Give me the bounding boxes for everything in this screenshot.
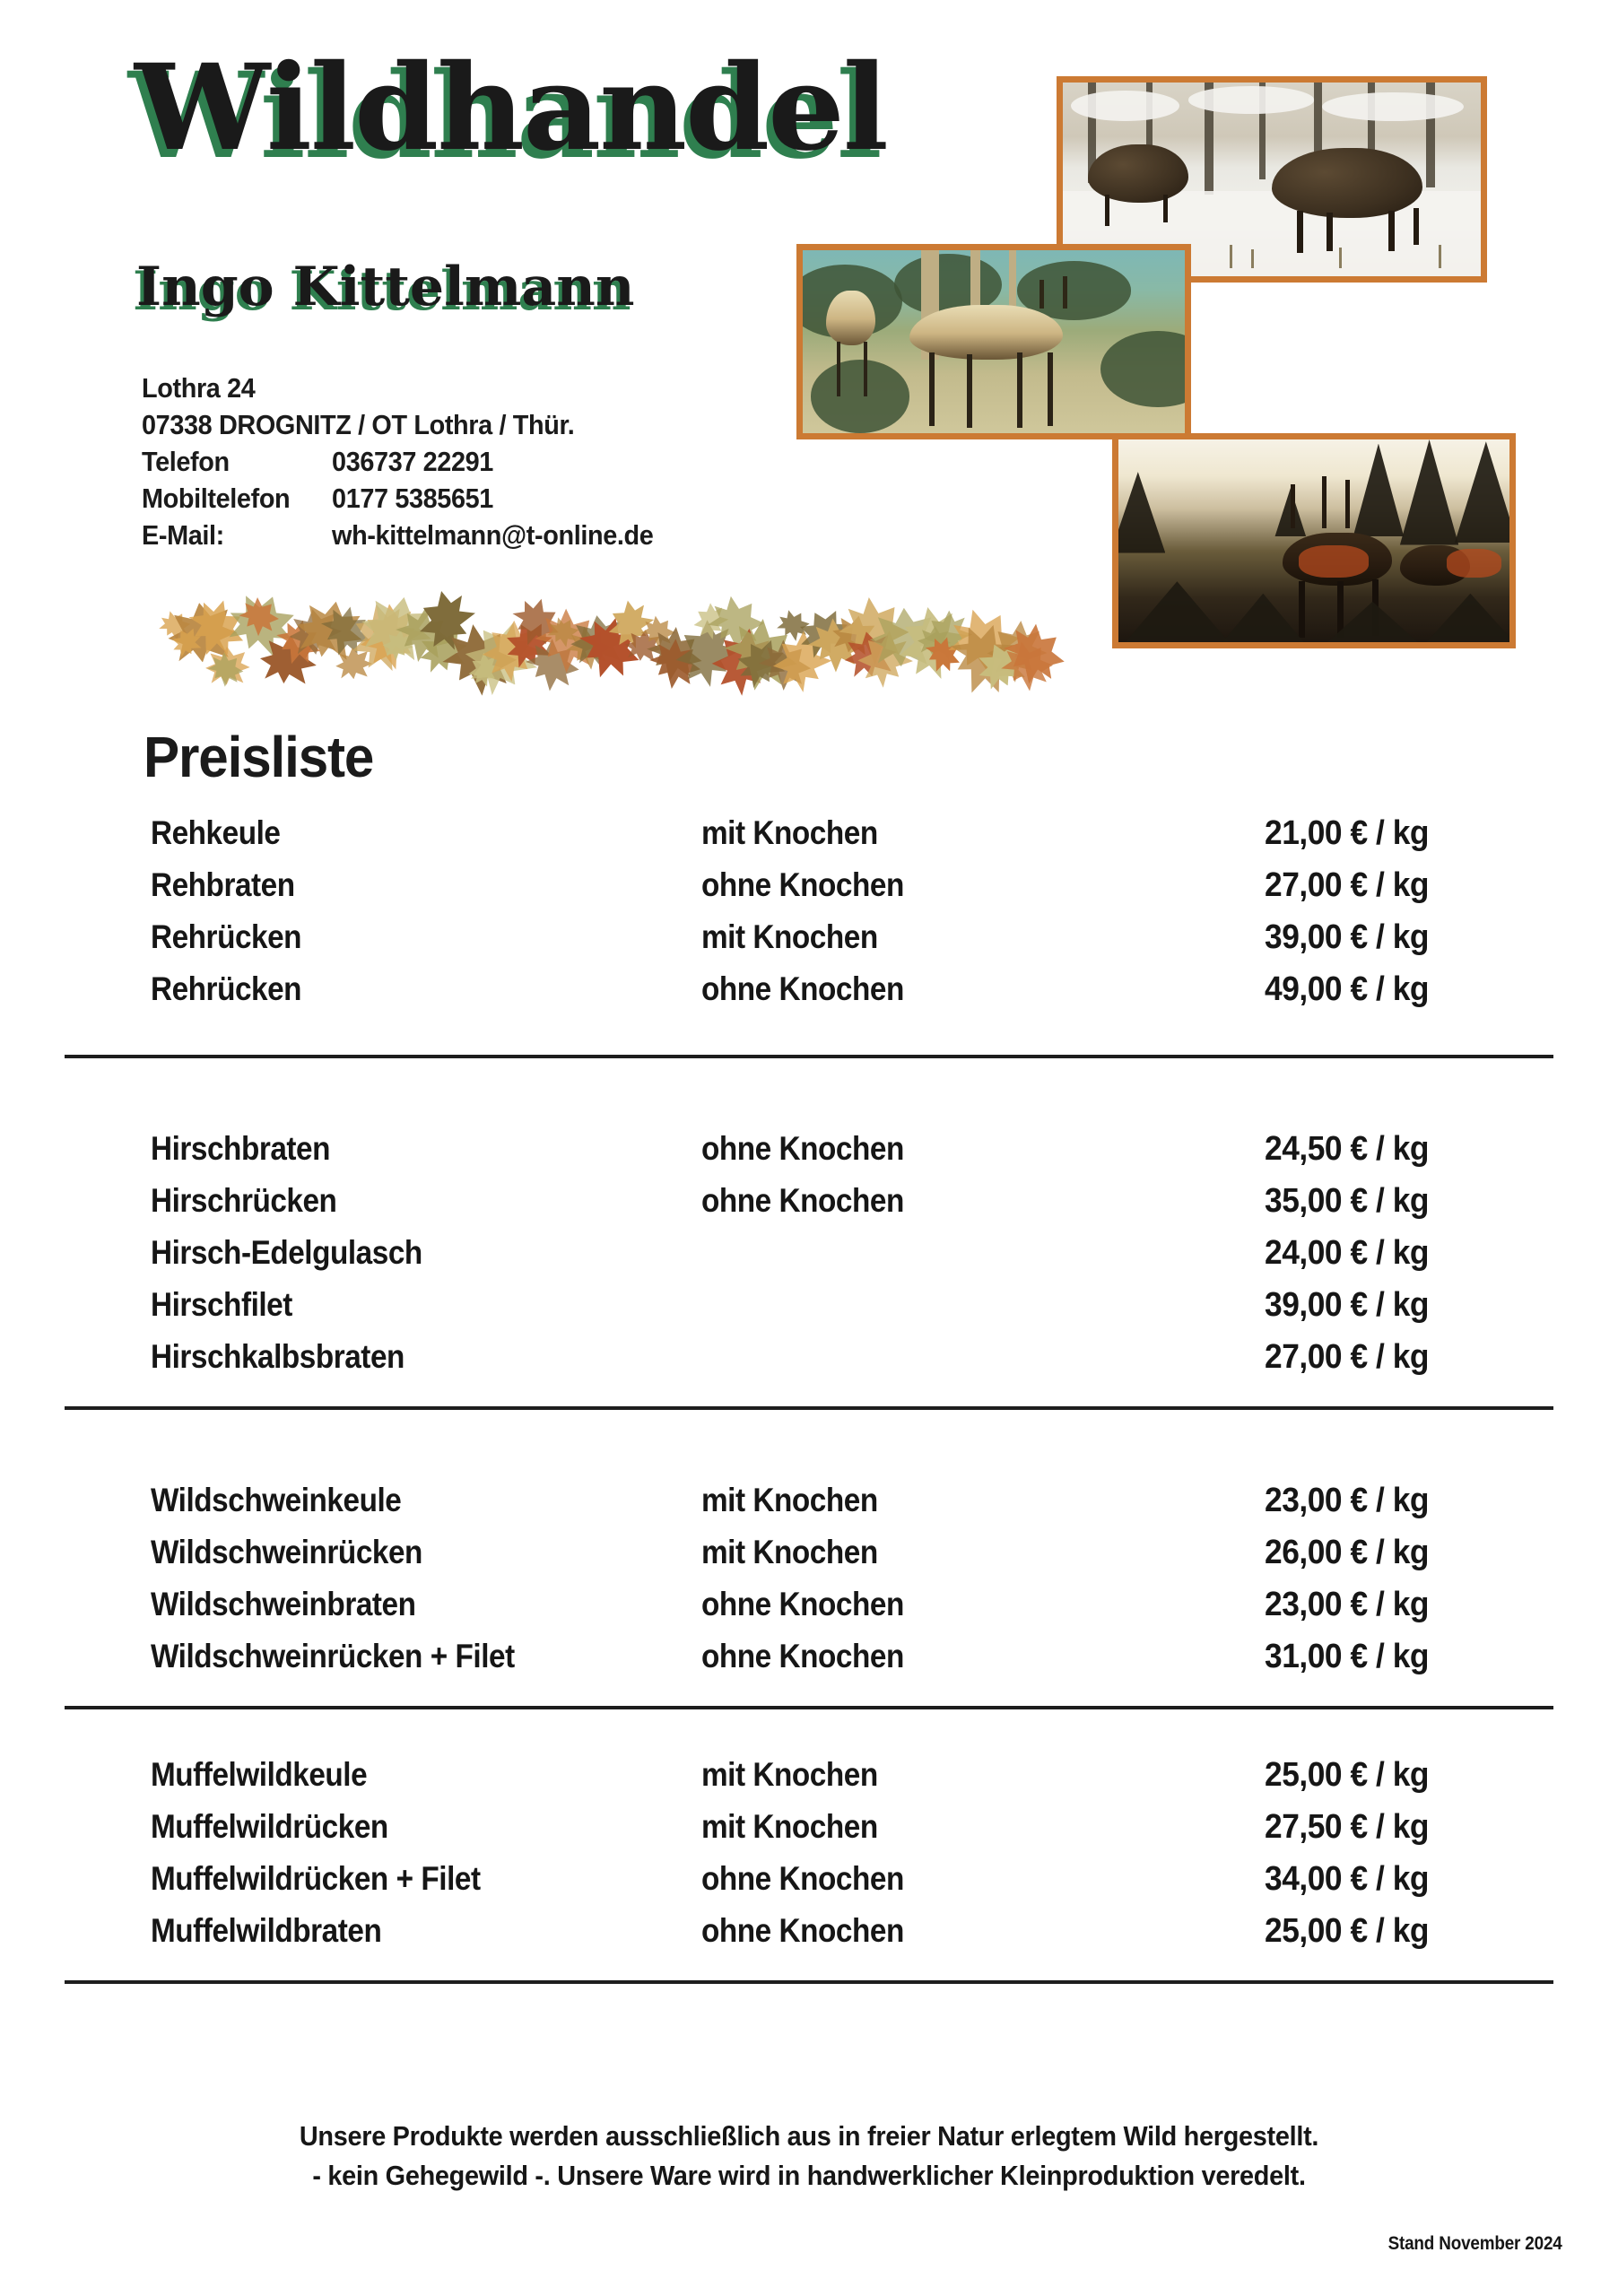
contact-block [142, 370, 653, 553]
price-section-hirschwild [0, 1123, 1618, 1474]
price-value: 39,00 € / kg [1265, 1286, 1430, 1324]
price-row [0, 1801, 1618, 1853]
price-row [0, 1749, 1618, 1801]
product-name: Rehrücken [151, 918, 302, 955]
product-name: Wildschweinrücken [151, 1534, 422, 1570]
price-value: 23,00 € / kg [1265, 1482, 1430, 1519]
contact-city: 07338 DROGNITZ / OT Lothra / Thür. [142, 409, 575, 440]
price-row [0, 1123, 1618, 1175]
price-row [0, 911, 1618, 963]
bone-note: mit Knochen [701, 1534, 878, 1570]
price-row [0, 1474, 1618, 1526]
price-row [0, 1175, 1618, 1227]
bone-note: mit Knochen [701, 918, 878, 955]
bone-note: ohne Knochen [701, 1860, 904, 1897]
price-row [0, 1631, 1618, 1683]
red-stag-at-dusk-photo [1112, 433, 1516, 648]
price-value: 35,00 € / kg [1265, 1182, 1430, 1220]
bone-note: ohne Knochen [701, 970, 904, 1007]
price-row [0, 1905, 1618, 1957]
price-row [0, 1853, 1618, 1905]
price-value: 34,00 € / kg [1265, 1860, 1430, 1898]
spacer [0, 1383, 1618, 1406]
product-name: Hirschkalbsbraten [151, 1338, 404, 1375]
bone-note: ohne Knochen [701, 1182, 904, 1219]
product-name: Hirschfilet [151, 1286, 292, 1323]
product-name: Rehkeule [151, 814, 281, 851]
autumn-leaves-band [139, 581, 1054, 678]
price-value: 25,00 € / kg [1265, 1912, 1430, 1950]
spacer [0, 1015, 1618, 1055]
price-value: 24,00 € / kg [1265, 1234, 1430, 1272]
product-name: Hirschbraten [151, 1130, 331, 1167]
price-value: 27,00 € / kg [1265, 1338, 1430, 1376]
header [0, 0, 1618, 718]
product-name: Wildschweinkeule [151, 1482, 402, 1518]
price-row [0, 1526, 1618, 1578]
contact-mobile-row [142, 480, 653, 517]
price-row [0, 1279, 1618, 1331]
pricelist-sections [0, 807, 1618, 2023]
contact-email-value[interactable]: wh-kittelmann@t-online.de [332, 519, 654, 551]
price-value: 39,00 € / kg [1265, 918, 1430, 956]
bone-note: ohne Knochen [701, 1638, 904, 1674]
bone-note: mit Knochen [701, 1756, 878, 1793]
footer-line-2: - kein Gehegewild -. Unsere Ware wird in handwerklicher Kleinproduktion veredelt. [312, 2160, 1306, 2191]
price-value: 31,00 € / kg [1265, 1638, 1430, 1675]
price-row [0, 1578, 1618, 1631]
price-value: 25,00 € / kg [1265, 1756, 1430, 1794]
price-value: 23,00 € / kg [1265, 1586, 1430, 1623]
contact-mobile-label: Mobiltelefon [142, 483, 291, 514]
bone-note: ohne Knochen [701, 1586, 904, 1622]
product-name: Muffelwildbraten [151, 1912, 382, 1949]
price-row [0, 963, 1618, 1015]
contact-phone-row [142, 443, 653, 480]
product-name: Rehrücken [151, 970, 302, 1007]
price-row [0, 807, 1618, 859]
product-name: Muffelwildrücken [151, 1808, 388, 1845]
price-value: 21,00 € / kg [1265, 814, 1430, 852]
bone-note: ohne Knochen [701, 866, 904, 903]
price-value: 27,50 € / kg [1265, 1808, 1430, 1846]
bone-note: mit Knochen [701, 1482, 878, 1518]
roe-deer-buck-in-woodland-photo [796, 244, 1191, 439]
product-name: Hirsch-Edelgulasch [151, 1234, 422, 1271]
spacer [0, 1410, 1618, 1474]
price-row [0, 859, 1618, 911]
spacer [0, 1683, 1618, 1706]
bone-note: ohne Knochen [701, 1130, 904, 1167]
contact-phone-value: 036737 22291 [332, 446, 493, 477]
price-row [0, 1227, 1618, 1279]
product-name: Hirschrücken [151, 1182, 337, 1219]
price-section-rehwild [0, 807, 1618, 1123]
brand-subtitle: Ingo Kittelmann [136, 256, 635, 318]
spacer [0, 1957, 1618, 1980]
price-value: 24,50 € / kg [1265, 1130, 1430, 1168]
price-value: 26,00 € / kg [1265, 1534, 1430, 1571]
footer-line-1: Unsere Produkte werden ausschließlich aus in freier Natur erlegtem Wild hergestellt. [299, 2120, 1319, 2152]
price-section-muffelwild [0, 1749, 1618, 2023]
bone-note: mit Knochen [701, 1808, 878, 1845]
section-divider [65, 1980, 1553, 1984]
contact-email-row [142, 517, 653, 553]
spacer [0, 1709, 1618, 1749]
product-name: Rehbraten [151, 866, 295, 903]
product-name: Wildschweinbraten [151, 1586, 416, 1622]
product-name: Wildschweinrücken + Filet [151, 1638, 515, 1674]
price-value: 49,00 € / kg [1265, 970, 1430, 1008]
revision-date: Stand November 2024 [1387, 2233, 1562, 2254]
price-row [0, 1331, 1618, 1383]
product-name: Muffelwildrücken + Filet [151, 1860, 481, 1897]
spacer [0, 1984, 1618, 2023]
section-divider [65, 1706, 1553, 1709]
section-divider [65, 1055, 1553, 1058]
bone-note: ohne Knochen [701, 1912, 904, 1949]
spacer [0, 1058, 1618, 1123]
section-divider [65, 1406, 1553, 1410]
footer [0, 2117, 1618, 2254]
price-section-wildschwein [0, 1474, 1618, 1749]
product-name: Muffelwildkeule [151, 1756, 368, 1793]
contact-street: Lothra 24 [142, 372, 256, 404]
contact-phone-label: Telefon [142, 446, 230, 477]
brand-title: Wildhandel [135, 39, 887, 178]
contact-mobile-value: 0177 5385651 [332, 483, 493, 514]
price-value: 27,00 € / kg [1265, 866, 1430, 904]
bone-note: mit Knochen [701, 814, 878, 851]
contact-email-label: E-Mail: [142, 519, 224, 551]
pricelist-heading: Preisliste [144, 725, 374, 789]
